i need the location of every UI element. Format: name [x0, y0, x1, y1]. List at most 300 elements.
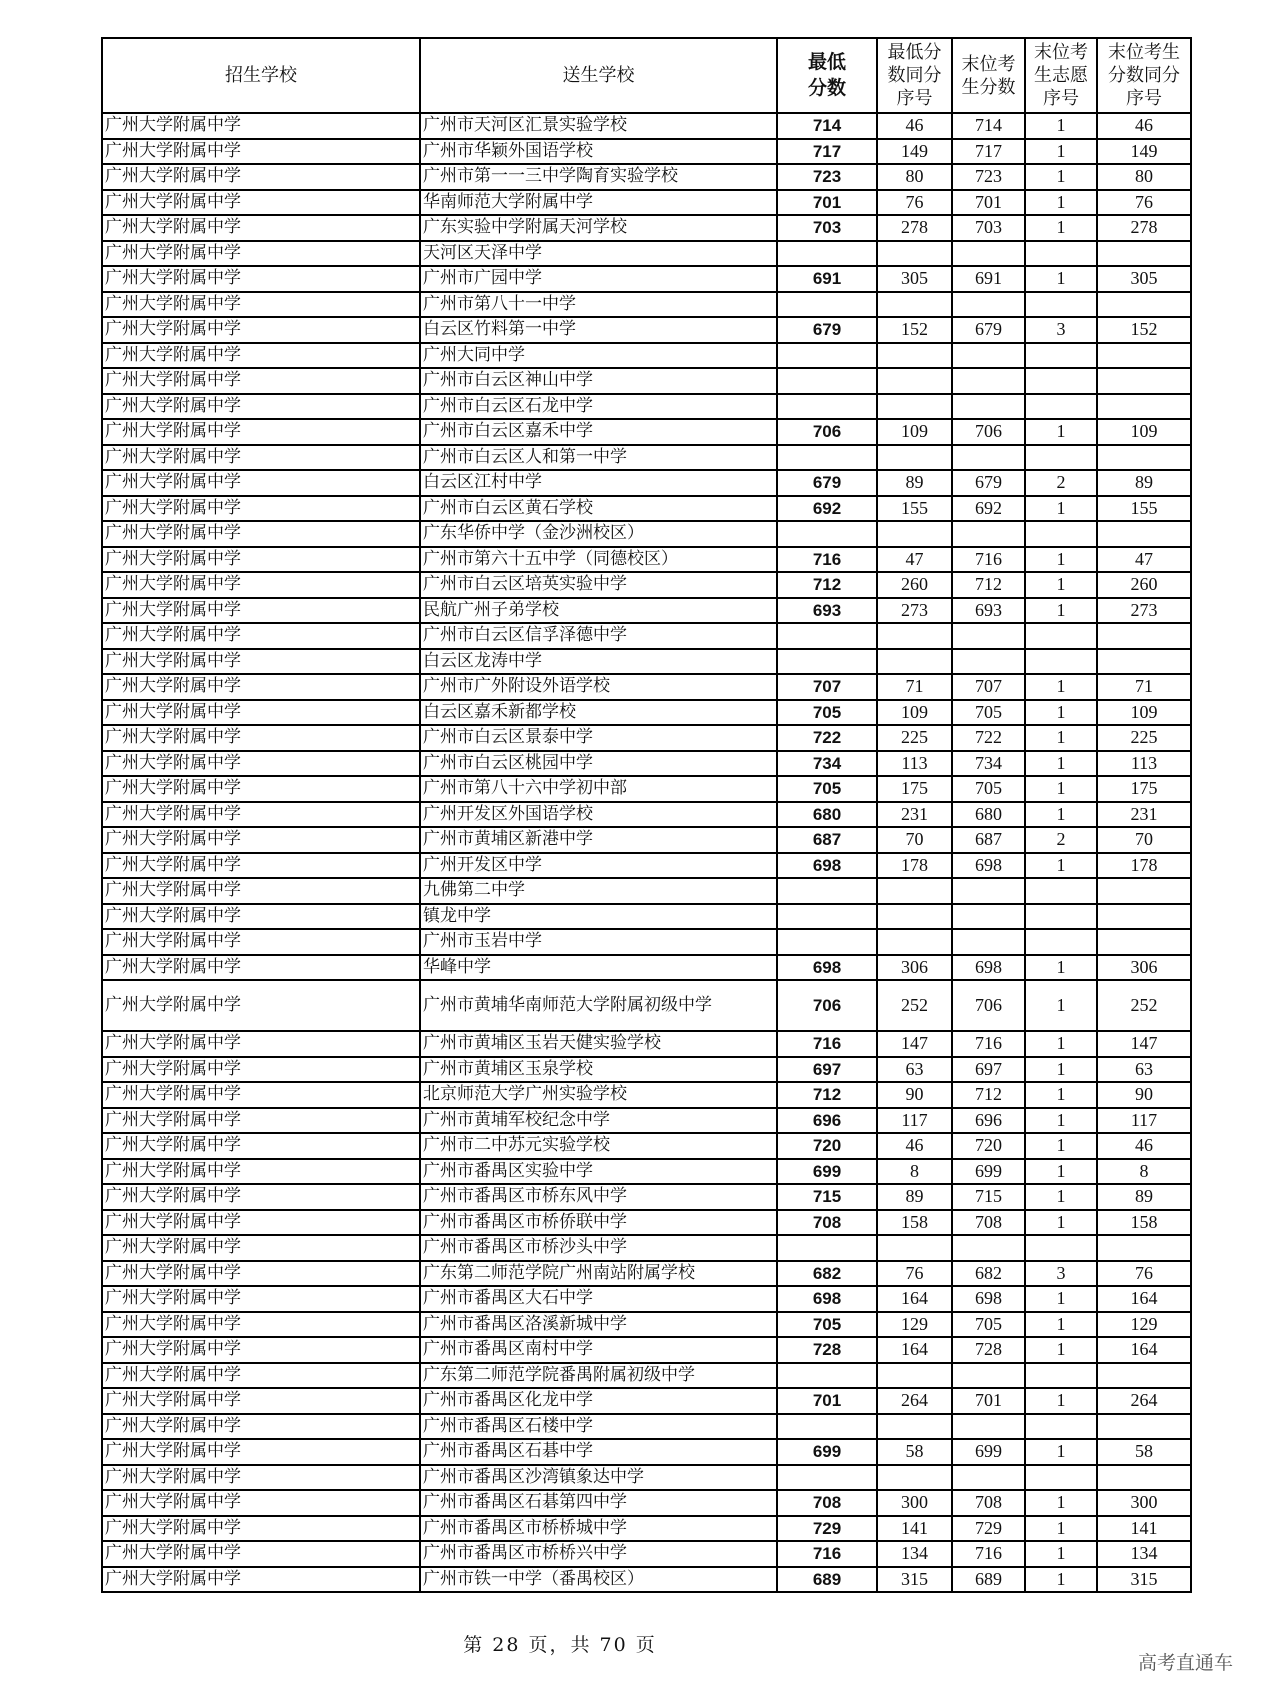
cell-last-student-tie-rank: 158	[1097, 1210, 1191, 1236]
cell-last-student-preference: 1	[1025, 266, 1097, 292]
cell-min-score: 692	[777, 496, 877, 522]
cell-min-score: 708	[777, 1210, 877, 1236]
cell-enrolling-school: 广州大学附属中学	[102, 955, 420, 981]
cell-last-student-tie-rank	[1097, 394, 1191, 420]
cell-last-student-preference: 1	[1025, 1439, 1097, 1465]
cell-last-student-score: 706	[952, 980, 1025, 1031]
cell-last-student-score: 714	[952, 113, 1025, 139]
cell-min-score: 717	[777, 139, 877, 165]
cell-min-score-tie-rank: 8	[877, 1159, 952, 1185]
cell-min-score-tie-rank: 164	[877, 1337, 952, 1363]
cell-enrolling-school: 广州大学附属中学	[102, 292, 420, 318]
cell-last-student-score: 723	[952, 164, 1025, 190]
cell-sending-school: 白云区嘉禾新都学校	[420, 700, 777, 726]
column-header-sending-school	[420, 38, 777, 113]
cell-sending-school: 广州市黄埔军校纪念中学	[420, 1108, 777, 1134]
cell-sending-school: 天河区天泽中学	[420, 241, 777, 267]
cell-min-score-tie-rank: 63	[877, 1057, 952, 1083]
cell-min-score-tie-rank: 164	[877, 1286, 952, 1312]
cell-sending-school: 广州市番禺区大石中学	[420, 1286, 777, 1312]
cell-last-student-score: 680	[952, 802, 1025, 828]
cell-last-student-preference: 1	[1025, 1210, 1097, 1236]
cell-min-score	[777, 929, 877, 955]
cell-enrolling-school: 广州大学附属中学	[102, 1363, 420, 1389]
cell-min-score-tie-rank: 252	[877, 980, 952, 1031]
cell-min-score-tie-rank: 147	[877, 1031, 952, 1057]
cell-min-score: 679	[777, 317, 877, 343]
cell-last-student-score: 705	[952, 700, 1025, 726]
cell-enrolling-school: 广州大学附属中学	[102, 1490, 420, 1516]
cell-enrolling-school: 广州大学附属中学	[102, 1235, 420, 1261]
cell-last-student-tie-rank: 46	[1097, 1133, 1191, 1159]
cell-min-score: 712	[777, 1082, 877, 1108]
cell-enrolling-school: 广州大学附属中学	[102, 700, 420, 726]
cell-sending-school: 北京师范大学广州实验学校	[420, 1082, 777, 1108]
table-row	[102, 751, 1191, 777]
cell-min-score: 715	[777, 1184, 877, 1210]
cell-last-student-score	[952, 521, 1025, 547]
table-row	[102, 1133, 1191, 1159]
cell-last-student-preference	[1025, 368, 1097, 394]
cell-last-student-tie-rank	[1097, 521, 1191, 547]
cell-last-student-score: 696	[952, 1108, 1025, 1134]
cell-last-student-tie-rank: 147	[1097, 1031, 1191, 1057]
cell-last-student-score: 707	[952, 674, 1025, 700]
cell-enrolling-school: 广州大学附属中学	[102, 241, 420, 267]
column-header-last-student-score	[952, 38, 1025, 113]
cell-sending-school: 广东第二师范学院广州南站附属学校	[420, 1261, 777, 1287]
cell-last-student-tie-rank	[1097, 1414, 1191, 1440]
cell-sending-school: 广州市白云区桃园中学	[420, 751, 777, 777]
table-row	[102, 1235, 1191, 1261]
cell-enrolling-school: 广州大学附属中学	[102, 470, 420, 496]
cell-min-score-tie-rank: 225	[877, 725, 952, 751]
cell-min-score	[777, 878, 877, 904]
cell-sending-school: 广东实验中学附属天河学校	[420, 215, 777, 241]
cell-last-student-tie-rank: 63	[1097, 1057, 1191, 1083]
cell-last-student-tie-rank: 47	[1097, 547, 1191, 573]
cell-last-student-tie-rank: 109	[1097, 419, 1191, 445]
column-header-line: 数同分	[887, 65, 942, 86]
table-row	[102, 1363, 1191, 1389]
cell-last-student-preference: 2	[1025, 827, 1097, 853]
cell-sending-school: 广州市黄埔区新港中学	[420, 827, 777, 853]
cell-min-score-tie-rank	[877, 878, 952, 904]
cell-sending-school: 广州市广外附设外语学校	[420, 674, 777, 700]
cell-last-student-score: 682	[952, 1261, 1025, 1287]
column-header-line: 序号	[1126, 88, 1162, 109]
cell-min-score	[777, 1414, 877, 1440]
cell-last-student-score: 699	[952, 1439, 1025, 1465]
cell-last-student-score: 706	[952, 419, 1025, 445]
cell-last-student-preference	[1025, 241, 1097, 267]
cell-min-score-tie-rank: 315	[877, 1567, 952, 1593]
table-row	[102, 164, 1191, 190]
cell-sending-school: 广州市第八十一中学	[420, 292, 777, 318]
column-header-line: 最低分	[887, 42, 942, 63]
cell-min-score-tie-rank: 264	[877, 1388, 952, 1414]
cell-min-score: 680	[777, 802, 877, 828]
cell-min-score: 691	[777, 266, 877, 292]
column-header-line: 生志愿	[1034, 65, 1088, 86]
table-row	[102, 700, 1191, 726]
cell-last-student-tie-rank: 46	[1097, 113, 1191, 139]
cell-last-student-preference	[1025, 445, 1097, 471]
watermark: 高考直通车	[1138, 1652, 1234, 1674]
column-header-line: 末位考	[1034, 42, 1088, 63]
cell-last-student-preference: 1	[1025, 1286, 1097, 1312]
cell-last-student-preference	[1025, 394, 1097, 420]
table-row	[102, 317, 1191, 343]
cell-last-student-tie-rank: 134	[1097, 1541, 1191, 1567]
table-row	[102, 113, 1191, 139]
cell-last-student-tie-rank: 305	[1097, 266, 1191, 292]
cell-enrolling-school: 广州大学附属中学	[102, 1057, 420, 1083]
cell-last-student-preference: 1	[1025, 802, 1097, 828]
cell-min-score-tie-rank: 89	[877, 1184, 952, 1210]
cell-last-student-preference: 1	[1025, 1490, 1097, 1516]
cell-last-student-tie-rank	[1097, 241, 1191, 267]
cell-sending-school: 广州市第一一三中学陶育实验学校	[420, 164, 777, 190]
cell-min-score: 708	[777, 1490, 877, 1516]
cell-min-score-tie-rank: 70	[877, 827, 952, 853]
cell-last-student-tie-rank: 70	[1097, 827, 1191, 853]
table-row	[102, 419, 1191, 445]
cell-min-score: 716	[777, 1031, 877, 1057]
cell-min-score: 705	[777, 700, 877, 726]
cell-enrolling-school: 广州大学附属中学	[102, 674, 420, 700]
cell-sending-school: 广州市番禺区沙湾镇象达中学	[420, 1465, 777, 1491]
cell-last-student-tie-rank: 264	[1097, 1388, 1191, 1414]
cell-last-student-score	[952, 368, 1025, 394]
cell-last-student-score: 712	[952, 572, 1025, 598]
cell-last-student-score: 720	[952, 1133, 1025, 1159]
cell-last-student-tie-rank: 76	[1097, 190, 1191, 216]
column-header-line: 末位考	[961, 53, 1016, 75]
cell-last-student-score: 692	[952, 496, 1025, 522]
cell-last-student-preference: 1	[1025, 1057, 1097, 1083]
cell-last-student-tie-rank: 273	[1097, 598, 1191, 624]
cell-last-student-preference: 1	[1025, 853, 1097, 879]
cell-sending-school: 广州市白云区人和第一中学	[420, 445, 777, 471]
table-row	[102, 1337, 1191, 1363]
cell-last-student-score	[952, 1235, 1025, 1261]
cell-sending-school: 广州市番禺区市桥东风中学	[420, 1184, 777, 1210]
cell-enrolling-school: 广州大学附属中学	[102, 751, 420, 777]
cell-min-score-tie-rank: 260	[877, 572, 952, 598]
cell-min-score-tie-rank	[877, 1235, 952, 1261]
cell-min-score	[777, 292, 877, 318]
cell-min-score-tie-rank: 89	[877, 470, 952, 496]
cell-last-student-preference: 1	[1025, 1388, 1097, 1414]
cell-enrolling-school: 广州大学附属中学	[102, 1465, 420, 1491]
cell-last-student-preference: 1	[1025, 1031, 1097, 1057]
cell-min-score	[777, 623, 877, 649]
cell-last-student-score: 729	[952, 1516, 1025, 1542]
cell-min-score-tie-rank: 46	[877, 113, 952, 139]
cell-sending-school: 白云区龙涛中学	[420, 649, 777, 675]
cell-last-student-preference	[1025, 1363, 1097, 1389]
cell-last-student-score	[952, 292, 1025, 318]
table-row	[102, 1261, 1191, 1287]
cell-last-student-score: 716	[952, 547, 1025, 573]
cell-min-score-tie-rank: 80	[877, 164, 952, 190]
cell-last-student-tie-rank: 109	[1097, 700, 1191, 726]
cell-min-score-tie-rank	[877, 929, 952, 955]
cell-enrolling-school: 广州大学附属中学	[102, 164, 420, 190]
cell-min-score-tie-rank: 117	[877, 1108, 952, 1134]
cell-sending-school: 广州市第六十五中学（同德校区）	[420, 547, 777, 573]
table-row	[102, 1465, 1191, 1491]
table-row	[102, 725, 1191, 751]
cell-sending-school: 广州市白云区神山中学	[420, 368, 777, 394]
cell-last-student-score: 697	[952, 1057, 1025, 1083]
cell-last-student-tie-rank	[1097, 343, 1191, 369]
cell-min-score: 682	[777, 1261, 877, 1287]
page-number: 第 28 页，共 70 页	[463, 1634, 657, 1656]
cell-sending-school: 广州市番禺区市桥桥兴中学	[420, 1541, 777, 1567]
cell-min-score-tie-rank: 71	[877, 674, 952, 700]
cell-min-score: 699	[777, 1439, 877, 1465]
table-row	[102, 1108, 1191, 1134]
column-header-text: 最低分数	[807, 51, 846, 99]
column-header-line: 序号	[1043, 88, 1079, 109]
cell-last-student-preference: 1	[1025, 139, 1097, 165]
cell-min-score: 698	[777, 955, 877, 981]
column-header-line: 招生学校	[225, 65, 297, 86]
table-row	[102, 470, 1191, 496]
cell-last-student-score	[952, 649, 1025, 675]
cell-min-score-tie-rank: 141	[877, 1516, 952, 1542]
cell-min-score: 722	[777, 725, 877, 751]
table-row	[102, 547, 1191, 573]
table-row	[102, 1286, 1191, 1312]
cell-min-score-tie-rank: 109	[877, 419, 952, 445]
table-row	[102, 445, 1191, 471]
cell-last-student-tie-rank: 71	[1097, 674, 1191, 700]
cell-sending-school: 广州市白云区信孚泽德中学	[420, 623, 777, 649]
cell-last-student-tie-rank	[1097, 1465, 1191, 1491]
cell-sending-school: 广州市白云区黄石学校	[420, 496, 777, 522]
cell-enrolling-school: 广州大学附属中学	[102, 572, 420, 598]
cell-sending-school: 白云区竹料第一中学	[420, 317, 777, 343]
table-row	[102, 215, 1191, 241]
cell-sending-school: 广州市番禺区市桥侨联中学	[420, 1210, 777, 1236]
cell-last-student-preference	[1025, 343, 1097, 369]
table-row	[102, 368, 1191, 394]
cell-min-score-tie-rank	[877, 292, 952, 318]
cell-last-student-score: 691	[952, 266, 1025, 292]
table-row	[102, 1210, 1191, 1236]
cell-sending-school: 广州市白云区景泰中学	[420, 725, 777, 751]
cell-last-student-score: 716	[952, 1541, 1025, 1567]
cell-last-student-preference: 3	[1025, 1261, 1097, 1287]
cell-sending-school: 白云区江村中学	[420, 470, 777, 496]
table-row	[102, 241, 1191, 267]
cell-enrolling-school: 广州大学附属中学	[102, 139, 420, 165]
cell-min-score: 714	[777, 113, 877, 139]
cell-sending-school: 华南师范大学附属中学	[420, 190, 777, 216]
table-row	[102, 1031, 1191, 1057]
cell-last-student-tie-rank: 164	[1097, 1337, 1191, 1363]
cell-enrolling-school: 广州大学附属中学	[102, 521, 420, 547]
cell-sending-school: 广州市天河区汇景实验学校	[420, 113, 777, 139]
cell-min-score-tie-rank	[877, 445, 952, 471]
cell-last-student-preference: 1	[1025, 1108, 1097, 1134]
cell-last-student-preference	[1025, 1465, 1097, 1491]
cell-last-student-score: 703	[952, 215, 1025, 241]
table-row	[102, 955, 1191, 981]
cell-last-student-tie-rank: 8	[1097, 1159, 1191, 1185]
cell-last-student-preference: 1	[1025, 1133, 1097, 1159]
cell-enrolling-school: 广州大学附属中学	[102, 1261, 420, 1287]
cell-last-student-preference: 1	[1025, 1184, 1097, 1210]
cell-enrolling-school: 广州大学附属中学	[102, 878, 420, 904]
cell-last-student-preference: 1	[1025, 674, 1097, 700]
cell-last-student-score: 722	[952, 725, 1025, 751]
cell-enrolling-school: 广州大学附属中学	[102, 853, 420, 879]
cell-enrolling-school: 广州大学附属中学	[102, 598, 420, 624]
cell-min-score: 734	[777, 751, 877, 777]
cell-min-score: 699	[777, 1159, 877, 1185]
table-row	[102, 1082, 1191, 1108]
cell-last-student-score	[952, 445, 1025, 471]
cell-min-score-tie-rank	[877, 394, 952, 420]
cell-enrolling-school: 广州大学附属中学	[102, 980, 420, 1031]
table-row	[102, 1490, 1191, 1516]
cell-last-student-preference	[1025, 1235, 1097, 1261]
cell-enrolling-school: 广州大学附属中学	[102, 929, 420, 955]
cell-sending-school: 广州市番禺区石碁第四中学	[420, 1490, 777, 1516]
cell-last-student-preference: 1	[1025, 215, 1097, 241]
table-row	[102, 1439, 1191, 1465]
cell-last-student-tie-rank: 80	[1097, 164, 1191, 190]
cell-last-student-score	[952, 1465, 1025, 1491]
cell-enrolling-school: 广州大学附属中学	[102, 445, 420, 471]
cell-last-student-score: 708	[952, 1210, 1025, 1236]
cell-last-student-tie-rank: 89	[1097, 1184, 1191, 1210]
cell-enrolling-school: 广州大学附属中学	[102, 1210, 420, 1236]
cell-last-student-tie-rank	[1097, 649, 1191, 675]
cell-last-student-score	[952, 623, 1025, 649]
table-row	[102, 878, 1191, 904]
cell-last-student-preference	[1025, 623, 1097, 649]
cell-enrolling-school: 广州大学附属中学	[102, 1388, 420, 1414]
cell-last-student-score: 698	[952, 955, 1025, 981]
cell-min-score: 679	[777, 470, 877, 496]
cell-sending-school: 广州市华颖外国语学校	[420, 139, 777, 165]
table-row	[102, 190, 1191, 216]
cell-min-score-tie-rank: 305	[877, 266, 952, 292]
cell-last-student-tie-rank: 225	[1097, 725, 1191, 751]
column-header-last-student-tie-rank	[1097, 38, 1191, 113]
cell-last-student-preference: 1	[1025, 190, 1097, 216]
cell-last-student-score: 715	[952, 1184, 1025, 1210]
cell-min-score: 701	[777, 190, 877, 216]
cell-enrolling-school: 广州大学附属中学	[102, 547, 420, 573]
cell-last-student-score	[952, 241, 1025, 267]
cell-min-score: 697	[777, 1057, 877, 1083]
cell-min-score-tie-rank	[877, 343, 952, 369]
table-row	[102, 776, 1191, 802]
cell-min-score	[777, 1363, 877, 1389]
cell-last-student-tie-rank: 129	[1097, 1312, 1191, 1338]
cell-sending-school: 广州市第八十六中学初中部	[420, 776, 777, 802]
cell-last-student-score: 708	[952, 1490, 1025, 1516]
cell-min-score-tie-rank: 134	[877, 1541, 952, 1567]
column-header-line: 生分数	[961, 76, 1016, 98]
cell-last-student-tie-rank	[1097, 1363, 1191, 1389]
cell-min-score	[777, 241, 877, 267]
cell-last-student-tie-rank: 76	[1097, 1261, 1191, 1287]
cell-sending-school: 广州市白云区石龙中学	[420, 394, 777, 420]
table-row	[102, 929, 1191, 955]
cell-enrolling-school: 广州大学附属中学	[102, 496, 420, 522]
cell-sending-school: 广州市黄埔区玉泉学校	[420, 1057, 777, 1083]
table-row	[102, 1184, 1191, 1210]
table-row	[102, 394, 1191, 420]
table-row	[102, 496, 1191, 522]
table-row	[102, 1516, 1191, 1542]
table-row	[102, 980, 1191, 1031]
cell-min-score-tie-rank: 90	[877, 1082, 952, 1108]
cell-sending-school: 九佛第二中学	[420, 878, 777, 904]
cell-sending-school: 广州开发区外国语学校	[420, 802, 777, 828]
cell-enrolling-school: 广州大学附属中学	[102, 343, 420, 369]
table-row	[102, 1057, 1191, 1083]
cell-last-student-tie-rank	[1097, 929, 1191, 955]
table-row	[102, 1567, 1191, 1593]
cell-last-student-tie-rank: 89	[1097, 470, 1191, 496]
cell-min-score-tie-rank: 158	[877, 1210, 952, 1236]
cell-min-score	[777, 394, 877, 420]
table-header	[102, 38, 1191, 113]
cell-min-score-tie-rank: 76	[877, 1261, 952, 1287]
cell-last-student-score: 679	[952, 470, 1025, 496]
cell-sending-school: 广州市白云区培英实验中学	[420, 572, 777, 598]
cell-last-student-preference: 1	[1025, 1337, 1097, 1363]
cell-min-score: 707	[777, 674, 877, 700]
cell-enrolling-school: 广州大学附属中学	[102, 215, 420, 241]
cell-min-score: 712	[777, 572, 877, 598]
cell-last-student-score	[952, 394, 1025, 420]
cell-last-student-score: 699	[952, 1159, 1025, 1185]
cell-last-student-tie-rank	[1097, 368, 1191, 394]
cell-min-score-tie-rank: 109	[877, 700, 952, 726]
cell-last-student-tie-rank: 152	[1097, 317, 1191, 343]
table-row	[102, 1541, 1191, 1567]
cell-enrolling-school: 广州大学附属中学	[102, 113, 420, 139]
cell-min-score-tie-rank: 178	[877, 853, 952, 879]
cell-last-student-score: 705	[952, 776, 1025, 802]
cell-min-score-tie-rank: 129	[877, 1312, 952, 1338]
table-row	[102, 904, 1191, 930]
cell-enrolling-school: 广州大学附属中学	[102, 1108, 420, 1134]
cell-enrolling-school: 广州大学附属中学	[102, 1031, 420, 1057]
cell-min-score-tie-rank: 152	[877, 317, 952, 343]
cell-last-student-score: 717	[952, 139, 1025, 165]
column-header-last-student-preference	[1025, 38, 1097, 113]
cell-last-student-score: 705	[952, 1312, 1025, 1338]
cell-min-score-tie-rank	[877, 241, 952, 267]
table-row	[102, 1312, 1191, 1338]
cell-min-score-tie-rank: 46	[877, 1133, 952, 1159]
cell-min-score: 698	[777, 1286, 877, 1312]
table-row	[102, 623, 1191, 649]
column-header-line: 末位考生	[1108, 42, 1180, 63]
admission-table	[101, 37, 1192, 1593]
cell-last-student-tie-rank	[1097, 292, 1191, 318]
